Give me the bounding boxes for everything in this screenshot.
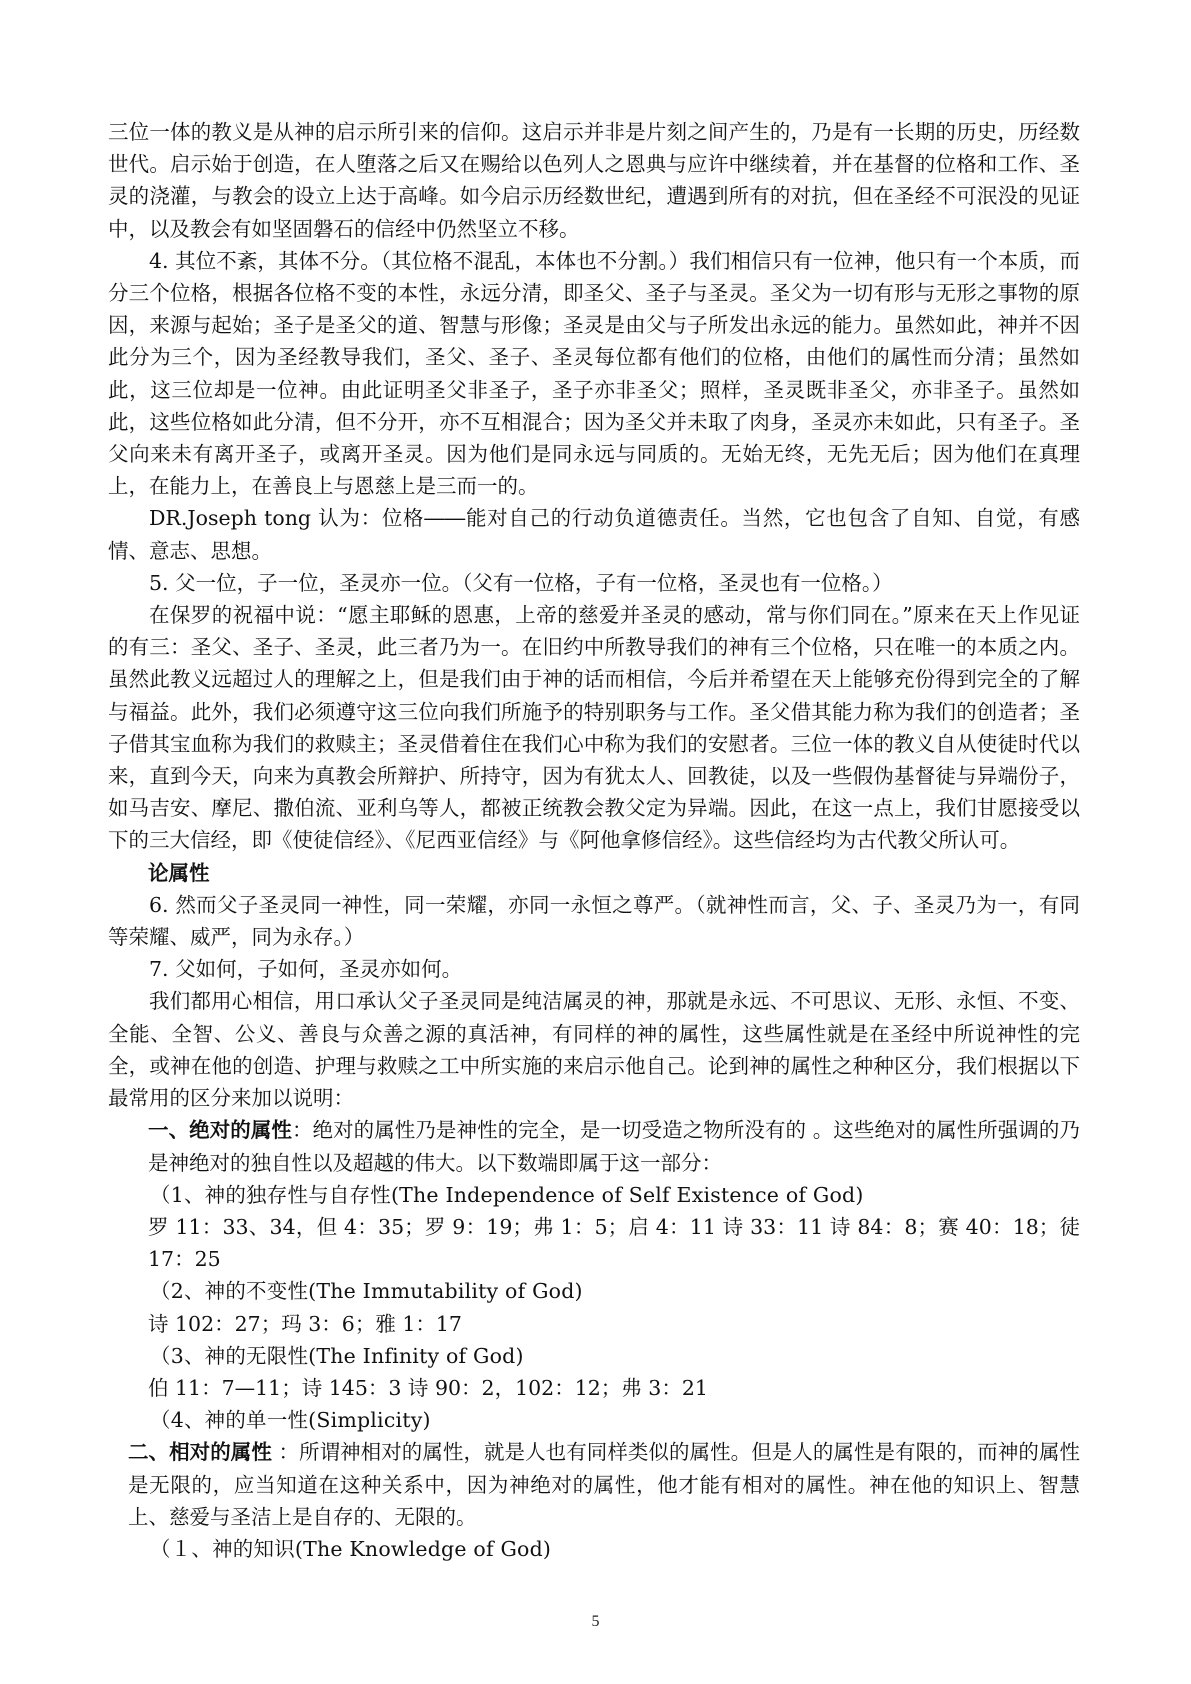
paragraph-article-7: 7. 父如何，子如何，圣灵亦如何。 <box>149 957 463 982</box>
scripture-refs-infinity: 伯 11：7—11；诗 145：3 诗 90：2，102：12；弗 3：21 <box>148 1375 708 1400</box>
list-item-simplicity: （4、神的单一性(Simplicity) <box>150 1408 431 1433</box>
paragraph-relative-attributes <box>108 1436 1080 1533</box>
list-item-independence: （1、神的独存性与自存性(The Independence of Self Existence of God) <box>150 1182 864 1207</box>
section-heading-attributes: 论属性 <box>148 860 210 885</box>
absolute-attributes-title: 一、绝对的属性 <box>148 1118 292 1143</box>
scripture-refs-independence: 罗 11：33、34，但 4：35；罗 9：19；弗 1：5；启 4：11 诗 33：11 诗 84：8；赛 40：18；徒 17：25 <box>148 1214 1080 1272</box>
paragraph-revelation: 三位一体的教义是从神的启示所引来的信仰。这启示并非是片刻之间产生的，乃是有一长期的历史，历经数世代。启示始于创造，在人堕落之后又在赐给以色列人之恩典与应许中继续着，并在基督的位格和工作、圣灵的浇灌，与教会的设立上达于高峰。如今启示历经数世纪，遭遇到所有的对抗，但在圣经不可泯没的见证中，以及教会有如坚固磐石的信经中仍然坚立不移。 <box>108 120 1080 241</box>
relative-attributes-title: 二、相对的属性 <box>128 1440 272 1465</box>
paragraph-article-5: 5. 父一位，子一位，圣灵亦一位。（父有一位格，子有一位格，圣灵也有一位格。） <box>149 570 893 595</box>
scripture-refs-immutability: 诗 102：27；玛 3：6；雅 1：17 <box>148 1311 462 1336</box>
list-item-knowledge: （１、神的知识(The Knowledge of God) <box>150 1536 552 1561</box>
paragraph-attributes-intro: 我们都用心相信，用口承认父子圣灵同是纯洁属灵的神，那就是永远、不可思议、无形、永恒、不变、全能、全智、公义、善良与众善之源的真活神，有同样的神的属性，这些属性就是在圣经中所说神性的完全，或神在他的创造、护理与救赎之工中所实施的来启示他自己。论到神的属性之种种区分，我们根据以下最常用的区分来加以说明： <box>108 989 1080 1111</box>
list-item-immutability: （2、神的不变性(The Immutability of God) <box>150 1279 583 1304</box>
document-page <box>108 116 1080 1565</box>
absolute-attributes-text: ：绝对的属性乃是神性的完全，是一切受造之物所没有的 。这些绝对的属性所强调的乃是神绝对的独自性以及超越的伟大。以下数端即属于这一部分： <box>148 1118 1081 1175</box>
list-item-infinity: （3、神的无限性(The Infinity of God) <box>150 1343 524 1368</box>
paragraph-joseph-tong: DR.Joseph tong 认为：位格――能对自己的行动负道德责任。当然，它也包含了自知、自觉，有感情、意志、思想。 <box>108 506 1080 563</box>
paragraph-article-6: 6. 然而父子圣灵同一神性，同一荣耀，亦同一永恒之尊严。（就神性而言，父、子、圣灵乃为一，有同等荣耀、威严，同为永存。） <box>108 892 1080 950</box>
page-number: 5 <box>591 1613 600 1630</box>
paragraph-absolute-attributes <box>108 1114 1080 1178</box>
paragraph-article-4: 4. 其位不紊，其体不分。（其位格不混乱，本体也不分割。）我们相信只有一位神，他只有一个本质，而分三个位格，根据各位格不变的本性，永远分清，即圣父、圣子与圣灵。圣父为一切有形与无形之事物的原因，来源与起始；圣子是圣父的道、智慧与形像；圣灵是由父与子所发出永远的能力。虽然如此，神并不因此分为三个，因为圣经教导我们，圣父、圣子、圣灵每位都有他们的位格，由他们的属性而分清；虽然如此，这三位却是一位神。由此证明圣父非圣子，圣子亦非圣父；照样，圣灵既非圣父，亦非圣子。虽然如此，这些位格如此分清，但不分开，亦不互相混合；因为圣父并未取了肉身，圣灵亦未如此，只有圣子。圣父向来未有离开圣子，或离开圣灵。因为他们是同永远与同质的。无始无终，无先无后；因为他们在真理上，在能力上，在善良上与恩慈上是三而一的。 <box>108 248 1080 499</box>
relative-attributes-text: ：所谓神相对的属性，就是人也有同样类似的属性。但是人的属性是有限的，而神的属性是无限的，应当知道在这种关系中，因为神绝对的属性，他才能有相对的属性。神在他的知识上、智慧上、慈爱与圣洁上是自存的、无限的。 <box>128 1440 1081 1529</box>
paragraph-pauline-blessing: 在保罗的祝福中说：“愿主耶稣的恩惠，上帝的慈爱并圣灵的感动，常与你们同在。”原来在天上作见证的有三：圣父、圣子、圣灵，此三者乃为一。在旧约中所教导我们的神有三个位格，只在唯一的本质之内。虽然此教义远超过人的理解之上，但是我们由于神的话而相信，今后并希望在天上能够充份得到完全的了解与福益。此外，我们必须遵守这三位向我们所施予的特别职务与工作。圣父借其能力称为我们的创造者；圣子借其宝血称为我们的救赎主；圣灵借着住在我们心中称为我们的安慰者。三位一体的教义自从使徒时代以来，直到今天，向来为真教会所辩护、所持守，因为有犹太人、回教徒，以及一些假伪基督徒与异端份子，如马吉安、摩尼、撒伯流、亚利乌等人，都被正统教会教父定为异端。因此，在这一点上，我们甘愿接受以下的三大信经，即《使徒信经》、《尼西亚信经》与《阿他拿修信经》。这些信经均为古代教父所认可。 <box>108 603 1080 853</box>
